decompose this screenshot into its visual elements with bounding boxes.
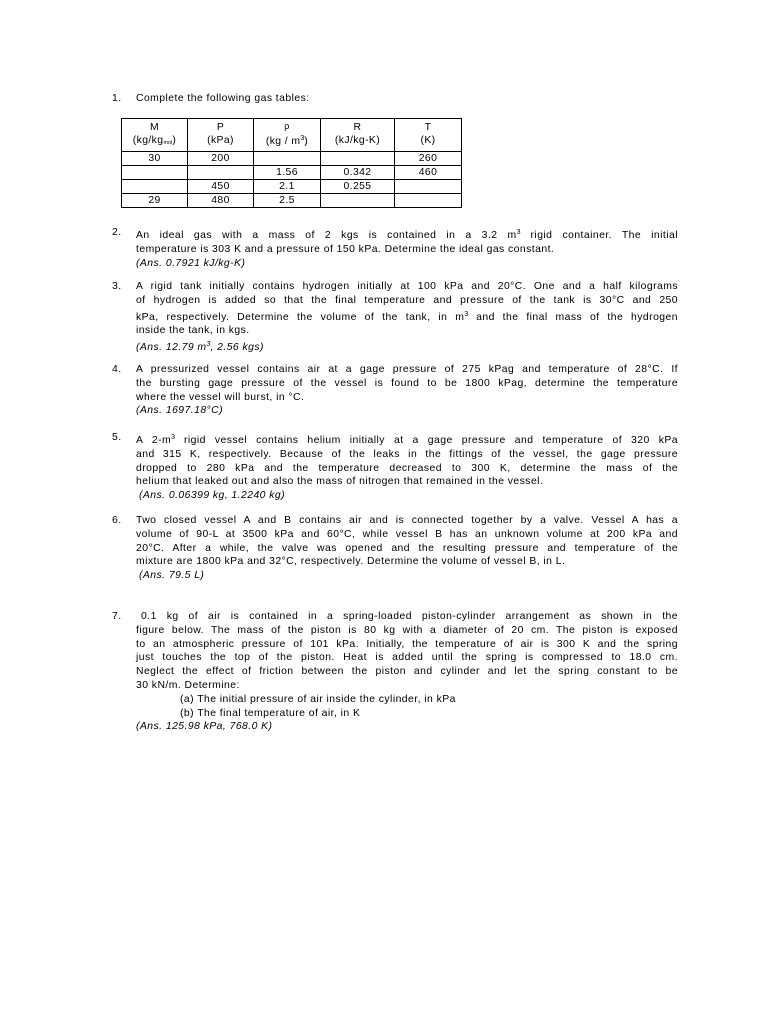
sub-question-b: (b) The final temperature of air, in K — [180, 707, 361, 719]
table-row — [122, 152, 462, 166]
header-gas-constant: R (kJ/kg-K) — [321, 119, 395, 152]
question-number: 5. — [112, 432, 122, 443]
question-text: A $2-m^3$ rigid vessel contains helium initially at a gage pressure and temperature of 320 kPa and 315 K, respectively. Because of the leaks in the fittings of the vessel, the gage pressure dropped to 280 kPa and the temperature decreased to 300 K, determine the mass of the helium that leaked out and also the mass of nitrogen that remained in the vessel. (Ans. 0.06399 kg, 1.2240 kg) — [136, 434, 679, 502]
question-text: Two closed vessel A and B contains air and is connected together by a valve. Vessel A has a volume of 90-L at 3500 kPa and 60°C, while vessel B has an unknown volume at 200 kPa and 20°C. After a while, the valve was opened and the resulting pressure and temperature of the mixture are 1800 kPa and 32°C, respectively. Determine the volume of vessel B, in L. (Ans. 79.5 L) — [136, 515, 678, 582]
table-row — [122, 180, 462, 194]
table-cell[interactable] — [188, 166, 254, 180]
question-text: A pressurized vessel contains air at a gage pressure of 275 kPag and temperature of 28°C. If the bursting gage pressure of the vessel is found to be 1800 kPag, determine the temperature where the vessel will burst, in °C. (Ans. 1697.18°C) — [136, 364, 678, 417]
table-cell[interactable] — [321, 152, 395, 166]
table-cell[interactable] — [254, 152, 321, 166]
answer: (Ans. 12.79 $m^3$, 2.56 kgs) — [136, 341, 264, 354]
gas-table — [121, 118, 462, 208]
table-row — [122, 166, 462, 180]
question-text: A rigid tank initially contains hydrogen initially at 100 kPa and 20°C. One and a half kilograms of hydrogen is added so that the final temperature and pressure of the tank is 30°C and 250 kPa, respectively. Determine the volume of the tank, in $m^3$ and the final mass of the hydrogen inside the tank, in kgs. (Ans. 12.79 $m^3$, 2.56 kgs) — [136, 281, 678, 354]
table-cell[interactable] — [321, 194, 395, 208]
answer: (Ans. 1697.18°C) — [136, 405, 224, 417]
header-pressure: P (kPa) — [188, 119, 254, 152]
table-cell[interactable] — [395, 180, 462, 194]
table-cell[interactable]: 2.1 — [254, 180, 321, 194]
table-cell[interactable]: 260 — [395, 152, 462, 166]
table-cell[interactable]: 460 — [395, 166, 462, 180]
header-temperature: T (K) — [395, 119, 462, 152]
table-row — [122, 194, 462, 208]
answer: (Ans. 79.5 L) — [139, 570, 205, 582]
table-cell[interactable]: 200 — [188, 152, 254, 166]
question-number: 4. — [112, 364, 122, 375]
question-text: Complete the following gas tables: — [136, 93, 310, 104]
table-cell[interactable]: 2.5 — [254, 194, 321, 208]
table-cell[interactable]: 0.342 — [321, 166, 395, 180]
sub-question-a: (a) The initial pressure of air inside the cylinder, in kPa — [180, 693, 456, 705]
table-cell[interactable]: 480 — [188, 194, 254, 208]
table-cell[interactable] — [122, 180, 188, 194]
question-number: 3. — [112, 281, 122, 292]
question-text: An ideal gas with a mass of 2 kgs is contained in a 3.2 $m^3$ rigid container. The initial temperature is 303 K and a pressure of 150 kPa. Determine the ideal gas constant. (Ans. 0.7921 kJ/kg-K) — [136, 229, 678, 269]
question-number: 6. — [112, 515, 122, 526]
table-cell[interactable] — [395, 194, 462, 208]
question-number: 2. — [112, 227, 122, 238]
header-density: ρ $(kg / m^3)$ — [254, 119, 321, 152]
table-cell[interactable]: 30 — [122, 152, 188, 166]
question-text: 0.1 kg of air is contained in a spring-loaded piston-cylinder arrangement as shown in the figure below. The mass of the piston is 80 kg with a diameter of 20 cm. The piston is exposed to an atmospheric pressure of 101 kPa. Initially, the temperature of air is 300 K and the spring just touches the top of the piston. Heat is added until the spring is compressed to 18.0 cm. Neglect the effect of friction between the piston and cylinder and let the spring constant to be 30 kN/m. Determine: (a) The initial pressure of air inside the cylinder, in kPa (b) The final temperature of air, in K (Ans. 125.98 kPa, 768.0 K) — [136, 611, 678, 733]
table-cell[interactable] — [122, 166, 188, 180]
question-number: 7. — [112, 611, 122, 622]
answer: (Ans. 125.98 kPa, 768.0 K) — [136, 721, 273, 733]
answer: (Ans. 0.06399 kg, 1.2240 kg) — [139, 490, 286, 502]
table-cell[interactable]: 450 — [188, 180, 254, 194]
table-cell[interactable]: 1.56 — [254, 166, 321, 180]
header-molar-mass: M (kg/kgmol) — [122, 119, 188, 152]
table-cell[interactable]: 29 — [122, 194, 188, 208]
table-header-row — [122, 119, 462, 152]
table-cell[interactable]: 0.255 — [321, 180, 395, 194]
answer: (Ans. 0.7921 kJ/kg-K) — [136, 257, 246, 269]
question-number: 1. — [112, 93, 122, 104]
